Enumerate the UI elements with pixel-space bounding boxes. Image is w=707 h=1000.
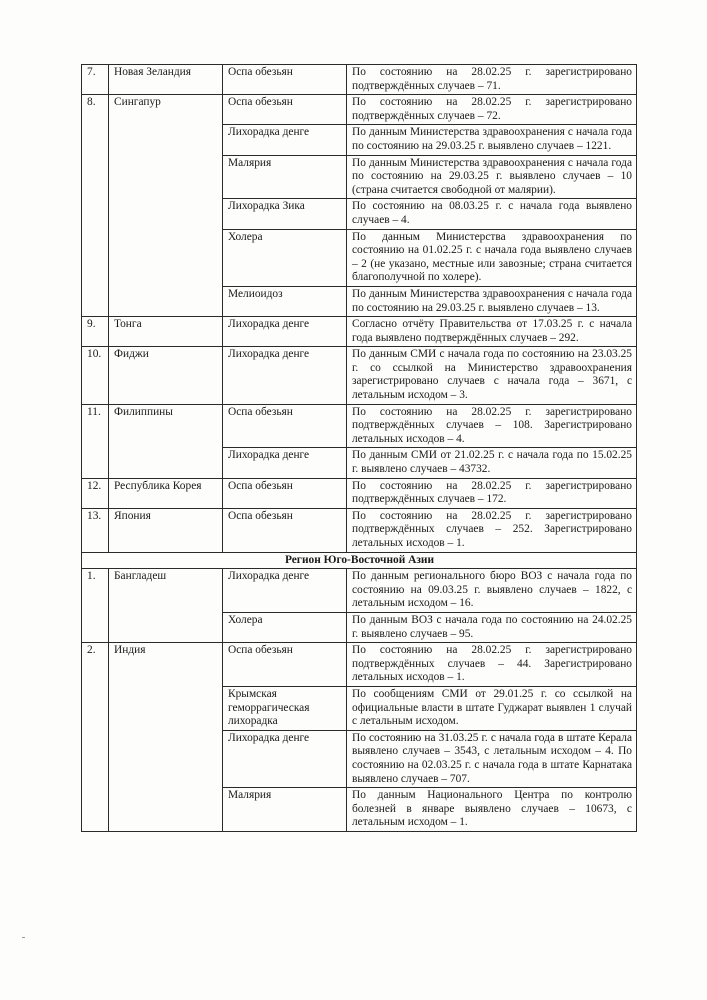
disease-cell: Оспа обезьян (223, 508, 347, 552)
disease-cell: Малярия (223, 155, 347, 199)
disease-cell: Холера (223, 229, 347, 286)
row-number: 7. (82, 65, 109, 95)
table-row (82, 508, 637, 552)
info-cell: По состоянию на 28.02.25 г. зарегистрировано подтверждённых случаев – 44. Зарегистрировано летальных исходов – 1. (347, 643, 637, 687)
row-number: 2. (82, 643, 109, 832)
info-cell: По данным ВОЗ с начала года по состоянию на 24.02.25 г. выявлено случаев – 95. (347, 612, 637, 642)
country-cell: Республика Корея (109, 478, 223, 508)
table-row (82, 65, 637, 95)
disease-cell: Оспа обезьян (223, 643, 347, 687)
disease-cell: Лихорадка денге (223, 730, 347, 787)
disease-cell: Мелиоидоз (223, 286, 347, 316)
country-cell: Индия (109, 643, 223, 832)
row-number: 13. (82, 508, 109, 552)
info-cell: По данным СМИ от 21.02.25 г. с начала года по 15.02.25 г. выявлено случаев – 43732. (347, 448, 637, 478)
disease-cell: Крымская геморрагическая лихорадка (223, 686, 347, 730)
info-cell: По состоянию на 28.02.25 г. зарегистрировано подтверждённых случаев – 71. (347, 65, 637, 95)
info-cell: Согласно отчёту Правительства от 17.03.25 г. с начала года выявлено подтверждённых случаев – 292. (347, 317, 637, 347)
info-cell: По данным регионального бюро ВОЗ с начала года по состоянию на 09.03.25 г. выявлено случаев – 1822, с летальным исходом – 16. (347, 569, 637, 613)
disease-cell: Лихорадка денге (223, 125, 347, 155)
country-cell: Тонга (109, 317, 223, 347)
row-number: 11. (82, 404, 109, 478)
disease-cell: Лихорадка денге (223, 448, 347, 478)
row-number: 9. (82, 317, 109, 347)
disease-cell: Оспа обезьян (223, 65, 347, 95)
info-cell: По данным СМИ с начала года по состоянию на 23.03.25 г. со ссылкой на Министерство здравоохранения зарегистрировано случаев с начала года – 3671, с летальным исходом – 3. (347, 347, 637, 404)
table-row (82, 569, 637, 613)
info-cell: По состоянию на 28.02.25 г. зарегистрировано подтверждённых случаев – 172. (347, 478, 637, 508)
table-row (82, 95, 637, 125)
region-heading: Регион Юго-Восточной Азии (82, 552, 637, 569)
country-cell: Фиджи (109, 347, 223, 404)
info-cell: По состоянию на 31.03.25 г. с начала года в штате Керала выявлено случаев – 3543, с летальным исходом – 4. По состоянию на 02.03.25 г. с начала года в штате Карнатака выявлено случаев – 707. (347, 730, 637, 787)
info-cell: По данным Министерства здравоохранения с начала года по состоянию на 29.03.25 г. выявлено случаев – 1221. (347, 125, 637, 155)
disease-cell: Оспа обезьян (223, 404, 347, 448)
info-cell: По сообщениям СМИ от 29.01.25 г. со ссылкой на официальные власти в штате Гуджарат выявлен 1 случай с летальным исходом. (347, 686, 637, 730)
disease-cell: Лихорадка денге (223, 569, 347, 613)
table-row (82, 347, 637, 404)
info-cell: По состоянию на 28.02.25 г. зарегистрировано подтверждённых случаев – 108. Зарегистрировано летальных исходов – 4. (347, 404, 637, 448)
table-row (82, 404, 637, 448)
disease-cell: Лихорадка денге (223, 347, 347, 404)
disease-cell: Оспа обезьян (223, 478, 347, 508)
disease-cell: Оспа обезьян (223, 95, 347, 125)
info-cell: По данным Министерства здравоохранения с начала года по состоянию на 29.03.25 г. выявлено случаев – 10 (страна считается свободной от малярии). (347, 155, 637, 199)
region-row (82, 552, 637, 569)
row-number: 10. (82, 347, 109, 404)
country-cell: Бангладеш (109, 569, 223, 643)
info-cell: По состоянию на 08.03.25 г. с начала года выявлено случаев – 4. (347, 199, 637, 229)
disease-cell: Холера (223, 612, 347, 642)
disease-table (81, 64, 637, 832)
info-cell: По состоянию на 28.02.25 г. зарегистрировано подтверждённых случаев – 252. Зарегистрировано летальных исходов – 1. (347, 508, 637, 552)
country-cell: Филиппины (109, 404, 223, 478)
table-row (82, 317, 637, 347)
row-number: 12. (82, 478, 109, 508)
disease-cell: Лихорадка денге (223, 317, 347, 347)
info-cell: По состоянию на 28.02.25 г. зарегистрировано подтверждённых случаев – 72. (347, 95, 637, 125)
table-row (82, 478, 637, 508)
row-number: 1. (82, 569, 109, 643)
country-cell: Япония (109, 508, 223, 552)
country-cell: Сингапур (109, 95, 223, 317)
info-cell: По данным Министерства здравоохранения с начала года по состоянию на 29.03.25 г. выявлено случаев – 13. (347, 286, 637, 316)
disease-cell: Малярия (223, 788, 347, 832)
row-number: 8. (82, 95, 109, 317)
info-cell: По данным Министерства здравоохранения по состоянию на 01.02.25 г. с начала года выявлено случаев – 2 (не указано, местные или завозные; страна считается благополучной по холере). (347, 229, 637, 286)
table-row (82, 643, 637, 687)
scan-speck (22, 937, 25, 938)
disease-cell: Лихорадка Зика (223, 199, 347, 229)
country-cell: Новая Зеландия (109, 65, 223, 95)
info-cell: По данным Национального Центра по контролю болезней в январе выявлено случаев – 10673, с летальным исходом – 1. (347, 788, 637, 832)
